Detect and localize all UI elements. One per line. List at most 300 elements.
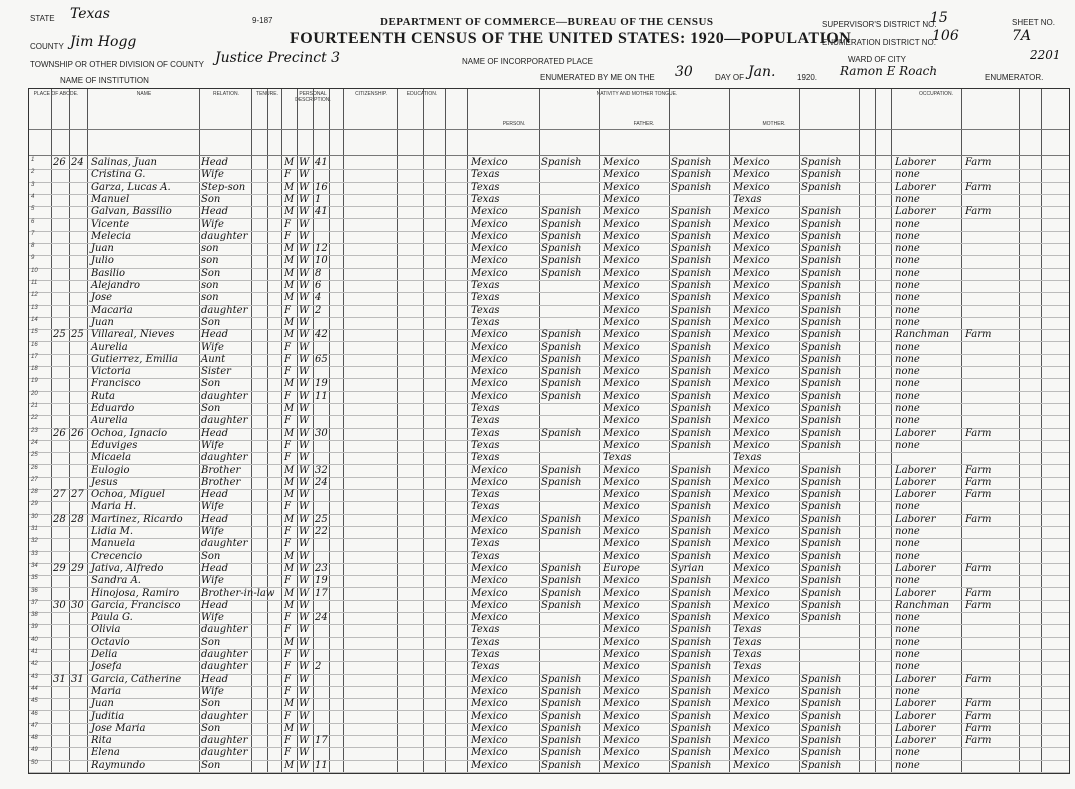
family-number: 24 xyxy=(71,157,84,168)
mother-tongue: Spanish xyxy=(541,390,582,402)
father-mother-tongue: Spanish xyxy=(671,243,712,255)
row-number: 3 xyxy=(31,181,35,188)
person-name: Garcia, Catherine xyxy=(91,673,182,685)
col-education: EDUCATION. xyxy=(406,91,438,97)
person-name: Manuela xyxy=(91,538,136,550)
sex: F xyxy=(284,575,291,587)
mother-birthplace: Mexico xyxy=(733,538,770,550)
mother-tongue: Spanish xyxy=(541,685,582,697)
father-mother-tongue: Spanish xyxy=(671,304,712,316)
person-name: Raymundo xyxy=(91,759,146,771)
mother-birthplace: Mexico xyxy=(733,612,770,624)
mother-birthplace: Mexico xyxy=(733,341,770,353)
age: 65 xyxy=(315,353,328,365)
mother-mother-tongue: Spanish xyxy=(801,599,842,611)
sex: F xyxy=(284,747,291,759)
family-number: 31 xyxy=(71,673,84,685)
mother-birthplace: Mexico xyxy=(733,562,770,574)
enumerator-label: ENUMERATOR. xyxy=(985,73,1044,82)
birthplace: Mexico xyxy=(471,230,508,242)
family-number: 26 xyxy=(71,427,84,439)
col-relation: RELATION. xyxy=(212,91,240,97)
table-row xyxy=(29,366,1069,379)
person-name: Olivia xyxy=(91,624,121,636)
industry: Farm xyxy=(965,698,992,710)
person-name: Ruta xyxy=(91,390,115,402)
industry: Farm xyxy=(965,710,992,722)
father-mother-tongue: Spanish xyxy=(671,341,712,353)
table-row xyxy=(29,723,1069,736)
mother-tongue: Spanish xyxy=(541,575,582,587)
table-row xyxy=(29,698,1069,711)
sex: F xyxy=(284,415,291,427)
relation: daughter xyxy=(201,649,248,660)
nativity-person: PERSON. xyxy=(502,121,526,127)
person-name: Aurelia xyxy=(91,415,128,427)
dwelling-number: 28 xyxy=(53,513,66,525)
father-mother-tongue: Spanish xyxy=(671,747,712,759)
occupation: none xyxy=(895,390,920,402)
row-number: 2 xyxy=(31,169,35,176)
relation: Head xyxy=(201,489,229,501)
table-row xyxy=(29,747,1069,760)
row-number: 1 xyxy=(31,157,35,163)
row-number: 28 xyxy=(31,489,38,496)
occupation: none xyxy=(895,316,920,328)
industry: Farm xyxy=(965,476,992,488)
father-birthplace: Mexico xyxy=(603,513,640,525)
mother-birthplace: Mexico xyxy=(733,292,770,304)
relation: Aunt xyxy=(201,353,226,365)
person-name: Crecencio xyxy=(91,550,143,562)
race: W xyxy=(299,452,310,464)
sex: F xyxy=(284,439,291,451)
father-mother-tongue: Spanish xyxy=(671,390,712,402)
occupation: none xyxy=(895,575,920,587)
industry: Farm xyxy=(965,157,992,168)
father-birthplace: Mexico xyxy=(603,427,640,439)
father-birthplace: Mexico xyxy=(603,685,640,697)
institution-label: NAME OF INSTITUTION xyxy=(60,76,149,85)
race: W xyxy=(299,329,310,341)
mother-tongue: Spanish xyxy=(541,206,582,218)
mother-mother-tongue: Spanish xyxy=(801,292,842,304)
father-mother-tongue: Spanish xyxy=(671,575,712,587)
father-mother-tongue: Spanish xyxy=(671,735,712,747)
sex: M xyxy=(284,206,295,218)
person-name: Maria H. xyxy=(91,501,137,513)
sex: M xyxy=(284,378,295,390)
mother-mother-tongue: Spanish xyxy=(801,612,842,624)
occupation: Ranchman xyxy=(895,329,950,341)
father-birthplace: Mexico xyxy=(603,599,640,611)
industry: Farm xyxy=(965,464,992,476)
occupation: Laborer xyxy=(895,562,936,574)
father-birthplace: Europe xyxy=(603,562,640,574)
birthplace: Texas xyxy=(471,636,500,648)
mother-mother-tongue: Spanish xyxy=(801,476,842,488)
person-name: Aurelia xyxy=(91,341,128,353)
table-row xyxy=(29,575,1069,588)
sex: M xyxy=(284,403,295,414)
mother-birthplace: Mexico xyxy=(733,157,770,168)
person-name: Garza, Lucas A. xyxy=(91,181,171,193)
row-number: 6 xyxy=(31,218,35,225)
person-name: Juditia xyxy=(91,710,125,722)
row-number: 37 xyxy=(31,599,38,606)
birthplace: Texas xyxy=(471,193,500,205)
race: W xyxy=(299,439,310,451)
mother-birthplace: Mexico xyxy=(733,280,770,291)
table-row xyxy=(29,612,1069,625)
father-birthplace: Mexico xyxy=(603,464,640,476)
father-birthplace: Mexico xyxy=(603,353,640,365)
sex: F xyxy=(284,673,291,685)
race: W xyxy=(299,243,310,255)
row-number: 14 xyxy=(31,316,38,323)
person-name: Maria xyxy=(91,685,122,697)
father-mother-tongue: Spanish xyxy=(671,439,712,451)
birthplace: Texas xyxy=(471,439,500,451)
birthplace: Texas xyxy=(471,489,500,501)
person-name: Jose xyxy=(91,292,113,304)
sex: M xyxy=(284,562,295,574)
sheet-label: SHEET NO. xyxy=(1012,18,1055,27)
mother-mother-tongue: Spanish xyxy=(801,353,842,365)
mother-birthplace: Mexico xyxy=(733,526,770,537)
occupation: none xyxy=(895,267,920,279)
industry: Farm xyxy=(965,329,992,341)
father-mother-tongue: Spanish xyxy=(671,427,712,439)
sex: F xyxy=(284,366,291,378)
mother-tongue: Spanish xyxy=(541,562,582,574)
mother-tongue: Spanish xyxy=(541,218,582,230)
race: W xyxy=(299,710,310,722)
mother-mother-tongue: Spanish xyxy=(801,575,842,587)
supervisor-number: 15 xyxy=(930,10,948,26)
row-number: 44 xyxy=(31,685,38,692)
father-birthplace: Mexico xyxy=(603,390,640,402)
mother-birthplace: Mexico xyxy=(733,439,770,451)
mother-birthplace: Texas xyxy=(733,649,762,660)
family-number: 29 xyxy=(71,562,84,574)
sex: M xyxy=(284,550,295,562)
age: 22 xyxy=(315,526,328,537)
relation: daughter xyxy=(201,661,248,673)
mother-birthplace: Mexico xyxy=(733,255,770,267)
father-birthplace: Mexico xyxy=(603,735,640,747)
mother-tongue: Spanish xyxy=(541,722,582,734)
row-number: 42 xyxy=(31,661,38,668)
mother-tongue: Spanish xyxy=(541,698,582,710)
person-name: Hinojosa, Ramiro xyxy=(91,587,180,599)
mother-birthplace: Mexico xyxy=(733,415,770,427)
relation: son xyxy=(201,292,219,304)
person-name: Martinez, Ricardo xyxy=(91,513,183,525)
industry: Farm xyxy=(965,599,992,611)
father-birthplace: Mexico xyxy=(603,526,640,537)
row-number: 4 xyxy=(31,193,35,200)
father-mother-tongue: Spanish xyxy=(671,685,712,697)
mother-birthplace: Mexico xyxy=(733,722,770,734)
sex: F xyxy=(284,230,291,242)
father-birthplace: Mexico xyxy=(603,722,640,734)
table-row xyxy=(29,391,1069,404)
mother-tongue: Spanish xyxy=(541,230,582,242)
birthplace: Mexico xyxy=(471,513,508,525)
mother-tongue: Spanish xyxy=(541,378,582,390)
age: 11 xyxy=(315,759,328,771)
age: 1 xyxy=(315,193,322,205)
age: 41 xyxy=(315,206,328,218)
sex: F xyxy=(284,353,291,365)
relation: Head xyxy=(201,562,229,574)
mother-tongue: Spanish xyxy=(541,243,582,255)
age: 25 xyxy=(315,513,328,525)
relation: Wife xyxy=(201,575,224,587)
mother-birthplace: Mexico xyxy=(733,685,770,697)
mother-tongue: Spanish xyxy=(541,513,582,525)
sex: F xyxy=(284,501,291,513)
birthplace: Mexico xyxy=(471,575,508,587)
relation: Head xyxy=(201,673,229,685)
person-name: Villareal, Nieves xyxy=(91,329,175,341)
sex: F xyxy=(284,538,291,550)
person-name: Alejandro xyxy=(91,280,141,291)
sex: M xyxy=(284,587,295,599)
person-name: Juan xyxy=(91,698,114,710)
father-mother-tongue: Spanish xyxy=(671,267,712,279)
birthplace: Texas xyxy=(471,169,500,181)
father-birthplace: Mexico xyxy=(603,329,640,341)
table-row xyxy=(29,182,1069,195)
father-mother-tongue: Spanish xyxy=(671,538,712,550)
father-birthplace: Mexico xyxy=(603,157,640,168)
race: W xyxy=(299,624,310,636)
row-number: 15 xyxy=(31,329,38,336)
father-birthplace: Mexico xyxy=(603,378,640,390)
mother-birthplace: Mexico xyxy=(733,329,770,341)
occupation: none xyxy=(895,636,920,648)
age: 12 xyxy=(315,243,328,255)
row-number: 45 xyxy=(31,698,38,705)
father-birthplace: Mexico xyxy=(603,292,640,304)
sex: M xyxy=(284,427,295,439)
mother-tongue: Spanish xyxy=(541,599,582,611)
sex: M xyxy=(284,698,295,710)
race: W xyxy=(299,489,310,501)
birthplace: Mexico xyxy=(471,747,508,759)
birthplace: Texas xyxy=(471,661,500,673)
person-name: Victoria xyxy=(91,366,131,378)
occupation: none xyxy=(895,501,920,513)
birthplace: Mexico xyxy=(471,366,508,378)
occupation: Laborer xyxy=(895,587,936,599)
industry: Farm xyxy=(965,587,992,599)
dwelling-number: 26 xyxy=(53,157,66,168)
ward-label: WARD OF CITY xyxy=(848,55,906,64)
father-birthplace: Mexico xyxy=(603,624,640,636)
person-name: Galvan, Bassilio xyxy=(91,206,172,218)
sex: M xyxy=(284,157,295,168)
col-nativity: NATIVITY AND MOTHER TONGUE. xyxy=(596,91,678,97)
row-number: 30 xyxy=(31,513,38,520)
father-mother-tongue: Spanish xyxy=(671,649,712,660)
race: W xyxy=(299,612,310,624)
birthplace: Mexico xyxy=(471,599,508,611)
birthplace: Mexico xyxy=(471,759,508,771)
mother-mother-tongue: Spanish xyxy=(801,341,842,353)
race: W xyxy=(299,759,310,771)
sex: M xyxy=(284,759,295,771)
sex: M xyxy=(284,329,295,341)
person-name: Macaria xyxy=(91,304,133,316)
industry: Farm xyxy=(965,206,992,218)
person-name: Delia xyxy=(91,649,118,660)
birthplace: Mexico xyxy=(471,526,508,537)
age: 32 xyxy=(315,464,328,476)
table-row xyxy=(29,354,1069,367)
dwelling-number: 31 xyxy=(53,673,66,685)
table-row xyxy=(29,317,1069,330)
table-row xyxy=(29,514,1069,527)
birthplace: Texas xyxy=(471,181,500,193)
age: 23 xyxy=(315,562,328,574)
relation: Son xyxy=(201,193,221,205)
occupation: Laborer xyxy=(895,206,936,218)
race: W xyxy=(299,366,310,378)
person-name: Eduardo xyxy=(91,403,135,414)
race: W xyxy=(299,206,310,218)
father-mother-tongue: Spanish xyxy=(671,366,712,378)
occupation: none xyxy=(895,526,920,537)
row-number: 17 xyxy=(31,353,38,360)
age: 2 xyxy=(315,661,322,673)
relation: daughter xyxy=(201,735,248,747)
nativity-mother: MOTHER. xyxy=(762,121,786,127)
father-mother-tongue: Spanish xyxy=(671,661,712,673)
father-mother-tongue: Spanish xyxy=(671,353,712,365)
table-row xyxy=(29,452,1069,465)
age: 19 xyxy=(315,378,328,390)
dwelling-number: 27 xyxy=(53,489,66,501)
mother-birthplace: Mexico xyxy=(733,243,770,255)
mother-tongue: Spanish xyxy=(541,366,582,378)
row-number: 16 xyxy=(31,341,38,348)
corner-number: 2201 xyxy=(1030,48,1061,62)
row-number: 22 xyxy=(31,415,38,422)
relation: daughter xyxy=(201,230,248,242)
occupation: Laborer xyxy=(895,710,936,722)
occupation: Laborer xyxy=(895,673,936,685)
table-row xyxy=(29,674,1069,687)
row-number: 48 xyxy=(31,735,38,742)
race: W xyxy=(299,538,310,550)
sex: F xyxy=(284,710,291,722)
mother-mother-tongue: Spanish xyxy=(801,255,842,267)
mother-mother-tongue: Spanish xyxy=(801,735,842,747)
occupation: none xyxy=(895,439,920,451)
age: 10 xyxy=(315,255,328,267)
mother-birthplace: Texas xyxy=(733,193,762,205)
birthplace: Mexico xyxy=(471,255,508,267)
race: W xyxy=(299,304,310,316)
sex: M xyxy=(284,292,295,304)
supervisor-label: SUPERVISOR'S DISTRICT NO. xyxy=(822,20,937,29)
father-birthplace: Mexico xyxy=(603,181,640,193)
birthplace: Texas xyxy=(471,550,500,562)
birthplace: Texas xyxy=(471,292,500,304)
sex: F xyxy=(284,218,291,230)
table-row xyxy=(29,305,1069,318)
father-birthplace: Mexico xyxy=(603,538,640,550)
occupation: Laborer xyxy=(895,427,936,439)
occupation: none xyxy=(895,292,920,304)
father-birthplace: Mexico xyxy=(603,415,640,427)
relation: Wife xyxy=(201,218,224,230)
person-name: Rita xyxy=(91,735,112,747)
mother-mother-tongue: Spanish xyxy=(801,550,842,562)
row-number: 35 xyxy=(31,575,38,582)
mother-birthplace: Mexico xyxy=(733,230,770,242)
relation: son xyxy=(201,280,219,291)
race: W xyxy=(299,341,310,353)
mother-birthplace: Texas xyxy=(733,636,762,648)
row-number: 36 xyxy=(31,587,38,594)
relation: Head xyxy=(201,157,229,168)
department-title: DEPARTMENT OF COMMERCE—BUREAU OF THE CENSUS xyxy=(380,16,714,28)
table-row xyxy=(29,342,1069,355)
row-number: 12 xyxy=(31,292,38,299)
county-label: COUNTY xyxy=(30,42,64,51)
row-number: 24 xyxy=(31,439,38,446)
row-number: 8 xyxy=(31,243,35,250)
birthplace: Mexico xyxy=(471,735,508,747)
state-label: STATE xyxy=(30,14,55,23)
row-number: 19 xyxy=(31,378,38,385)
father-mother-tongue: Spanish xyxy=(671,378,712,390)
row-number: 41 xyxy=(31,649,38,655)
mother-birthplace: Mexico xyxy=(733,378,770,390)
father-birthplace: Mexico xyxy=(603,230,640,242)
row-number: 10 xyxy=(31,267,38,274)
age: 41 xyxy=(315,157,328,168)
occupation: none xyxy=(895,280,920,291)
dwelling-number: 26 xyxy=(53,427,66,439)
relation: Son xyxy=(201,698,221,710)
father-birthplace: Mexico xyxy=(603,759,640,771)
birthplace: Mexico xyxy=(471,464,508,476)
mother-birthplace: Mexico xyxy=(733,267,770,279)
birthplace: Mexico xyxy=(471,243,508,255)
race: W xyxy=(299,476,310,488)
race: W xyxy=(299,378,310,390)
enum-district-label: ENUMERATION DISTRICT NO. xyxy=(822,38,936,47)
father-birthplace: Mexico xyxy=(603,403,640,414)
row-number: 7 xyxy=(31,230,35,237)
table-row xyxy=(29,292,1069,305)
mother-mother-tongue: Spanish xyxy=(801,169,842,181)
person-name: Jativa, Alfredo xyxy=(91,562,164,574)
sex: M xyxy=(284,636,295,648)
father-birthplace: Mexico xyxy=(603,255,640,267)
father-mother-tongue: Syrian xyxy=(671,562,704,574)
occupation: Laborer xyxy=(895,464,936,476)
row-number: 38 xyxy=(31,612,38,619)
age: 30 xyxy=(315,427,328,439)
family-number: 25 xyxy=(71,329,84,341)
occupation: Laborer xyxy=(895,735,936,747)
